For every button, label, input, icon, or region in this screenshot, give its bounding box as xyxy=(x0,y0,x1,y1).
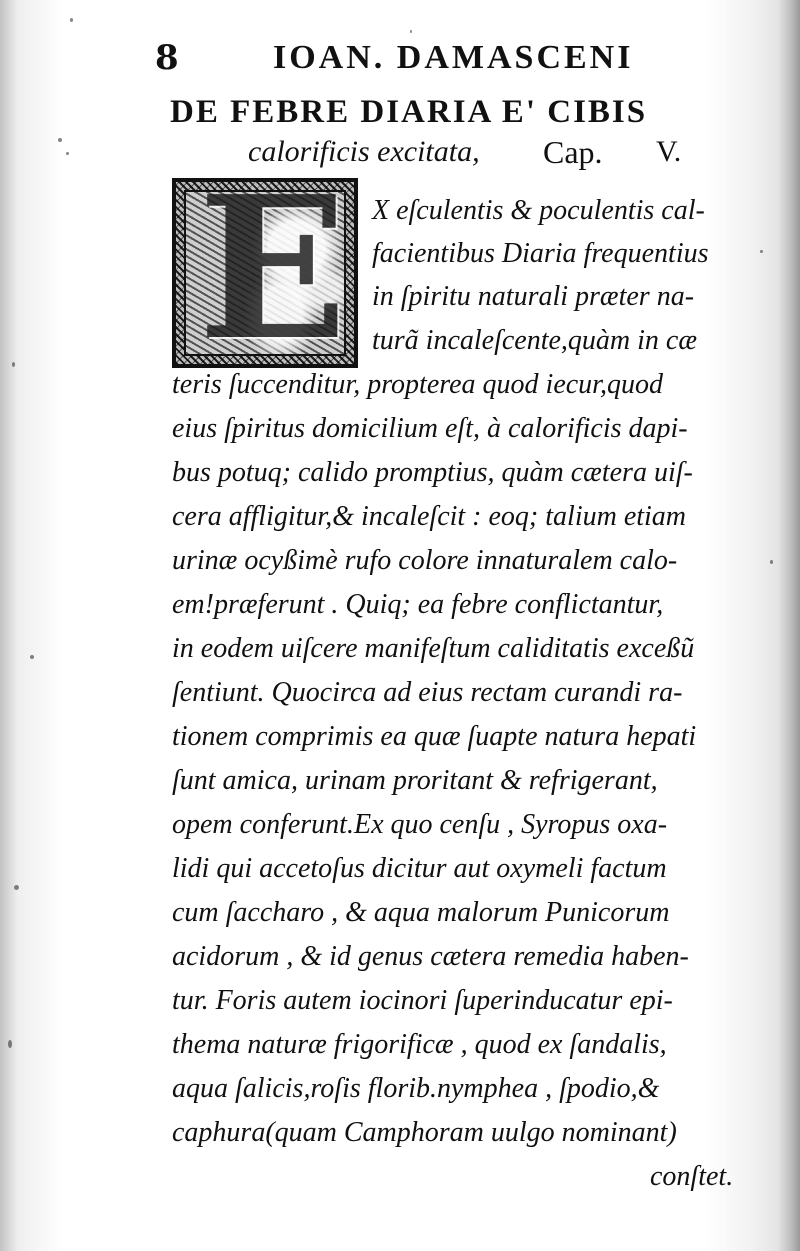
text-line: acidorum , & id genus cætera remedia haben- xyxy=(172,941,689,972)
text-line: em!præferunt . Quiq; ea febre conflictantur, xyxy=(172,589,664,620)
page-number: 8 xyxy=(155,38,179,78)
ink-speck xyxy=(30,655,34,659)
text-line: in eodem uiſcere manifeſtum caliditatis exceßũ xyxy=(172,633,695,664)
page-right-edge-shadow xyxy=(778,0,800,1251)
text-line-final: conſtet. xyxy=(650,1161,734,1192)
running-title: IOAN. DAMASCENI xyxy=(273,39,634,76)
text-line: tur. Foris autem iocinori ſuperinducatur epi- xyxy=(172,985,673,1016)
chapter-subline xyxy=(248,130,728,174)
ink-speck xyxy=(58,138,62,142)
chapter-title: DE FEBRE DIARIA E' CIBIS xyxy=(170,94,648,130)
page-left-edge-shadow xyxy=(0,0,18,1251)
text-line: cera affligitur,& incaleſcit : eoq; talium etiam xyxy=(172,501,687,532)
text-line: cum ſaccharo , & aqua malorum Punicorum xyxy=(172,897,670,928)
initial-letter: E xyxy=(198,178,348,368)
text-line: tionem comprimis ea quæ ſuapte natura hepati xyxy=(172,721,697,752)
text-line: aqua ſalicis,roſis florib.nymphea , ſpodio,& xyxy=(172,1073,660,1104)
text-line: ſunt amica, urinam proritant & refrigerant, xyxy=(172,765,658,796)
ink-speck xyxy=(12,362,15,367)
text-line: X eſculentis & poculentis cal- xyxy=(372,195,705,226)
chapter-label: Cap. xyxy=(543,134,603,170)
decorated-initial xyxy=(172,178,358,368)
text-line: teris ſuccenditur, propterea quod iecur,quod xyxy=(172,369,663,400)
text-line: in ſpiritu naturali præter na- xyxy=(372,281,695,312)
running-head xyxy=(155,38,695,80)
text-line: caphura(quam Camphoram uulgo nominant) xyxy=(172,1117,677,1148)
ink-speck xyxy=(8,1040,12,1048)
text-line: facientibus Diaria frequentius xyxy=(372,238,709,269)
ink-speck xyxy=(70,18,73,22)
ink-speck xyxy=(14,885,19,890)
text-line: eius ſpiritus domicilium eſt, à calorificis dapi- xyxy=(172,413,688,444)
text-line: thema naturæ frigorificæ , quod ex ſandalis, xyxy=(172,1029,667,1060)
chapter-number: V. xyxy=(656,135,682,168)
text-line: urinæ ocyßimè rufo colore innaturalem calo- xyxy=(172,545,678,576)
text-line: lidi qui accetoſus dicitur aut oxymeli factum xyxy=(172,853,667,884)
ink-speck xyxy=(66,152,69,155)
ink-speck xyxy=(770,560,773,564)
text-line: ſentiunt. Quocirca ad eius rectam curandi ra- xyxy=(172,677,683,708)
text-line: bus potuq; calido promptius, quàm cætera uiſ- xyxy=(172,457,693,488)
ink-speck xyxy=(410,30,412,33)
text-line: turã incaleſcente,quàm in cæ xyxy=(372,325,698,356)
chapter-subtitle: calorificis excitata, xyxy=(248,135,480,168)
ink-speck xyxy=(760,250,763,253)
text-line: opem conferunt.Ex quo cenſu , Syropus oxa- xyxy=(172,809,668,840)
